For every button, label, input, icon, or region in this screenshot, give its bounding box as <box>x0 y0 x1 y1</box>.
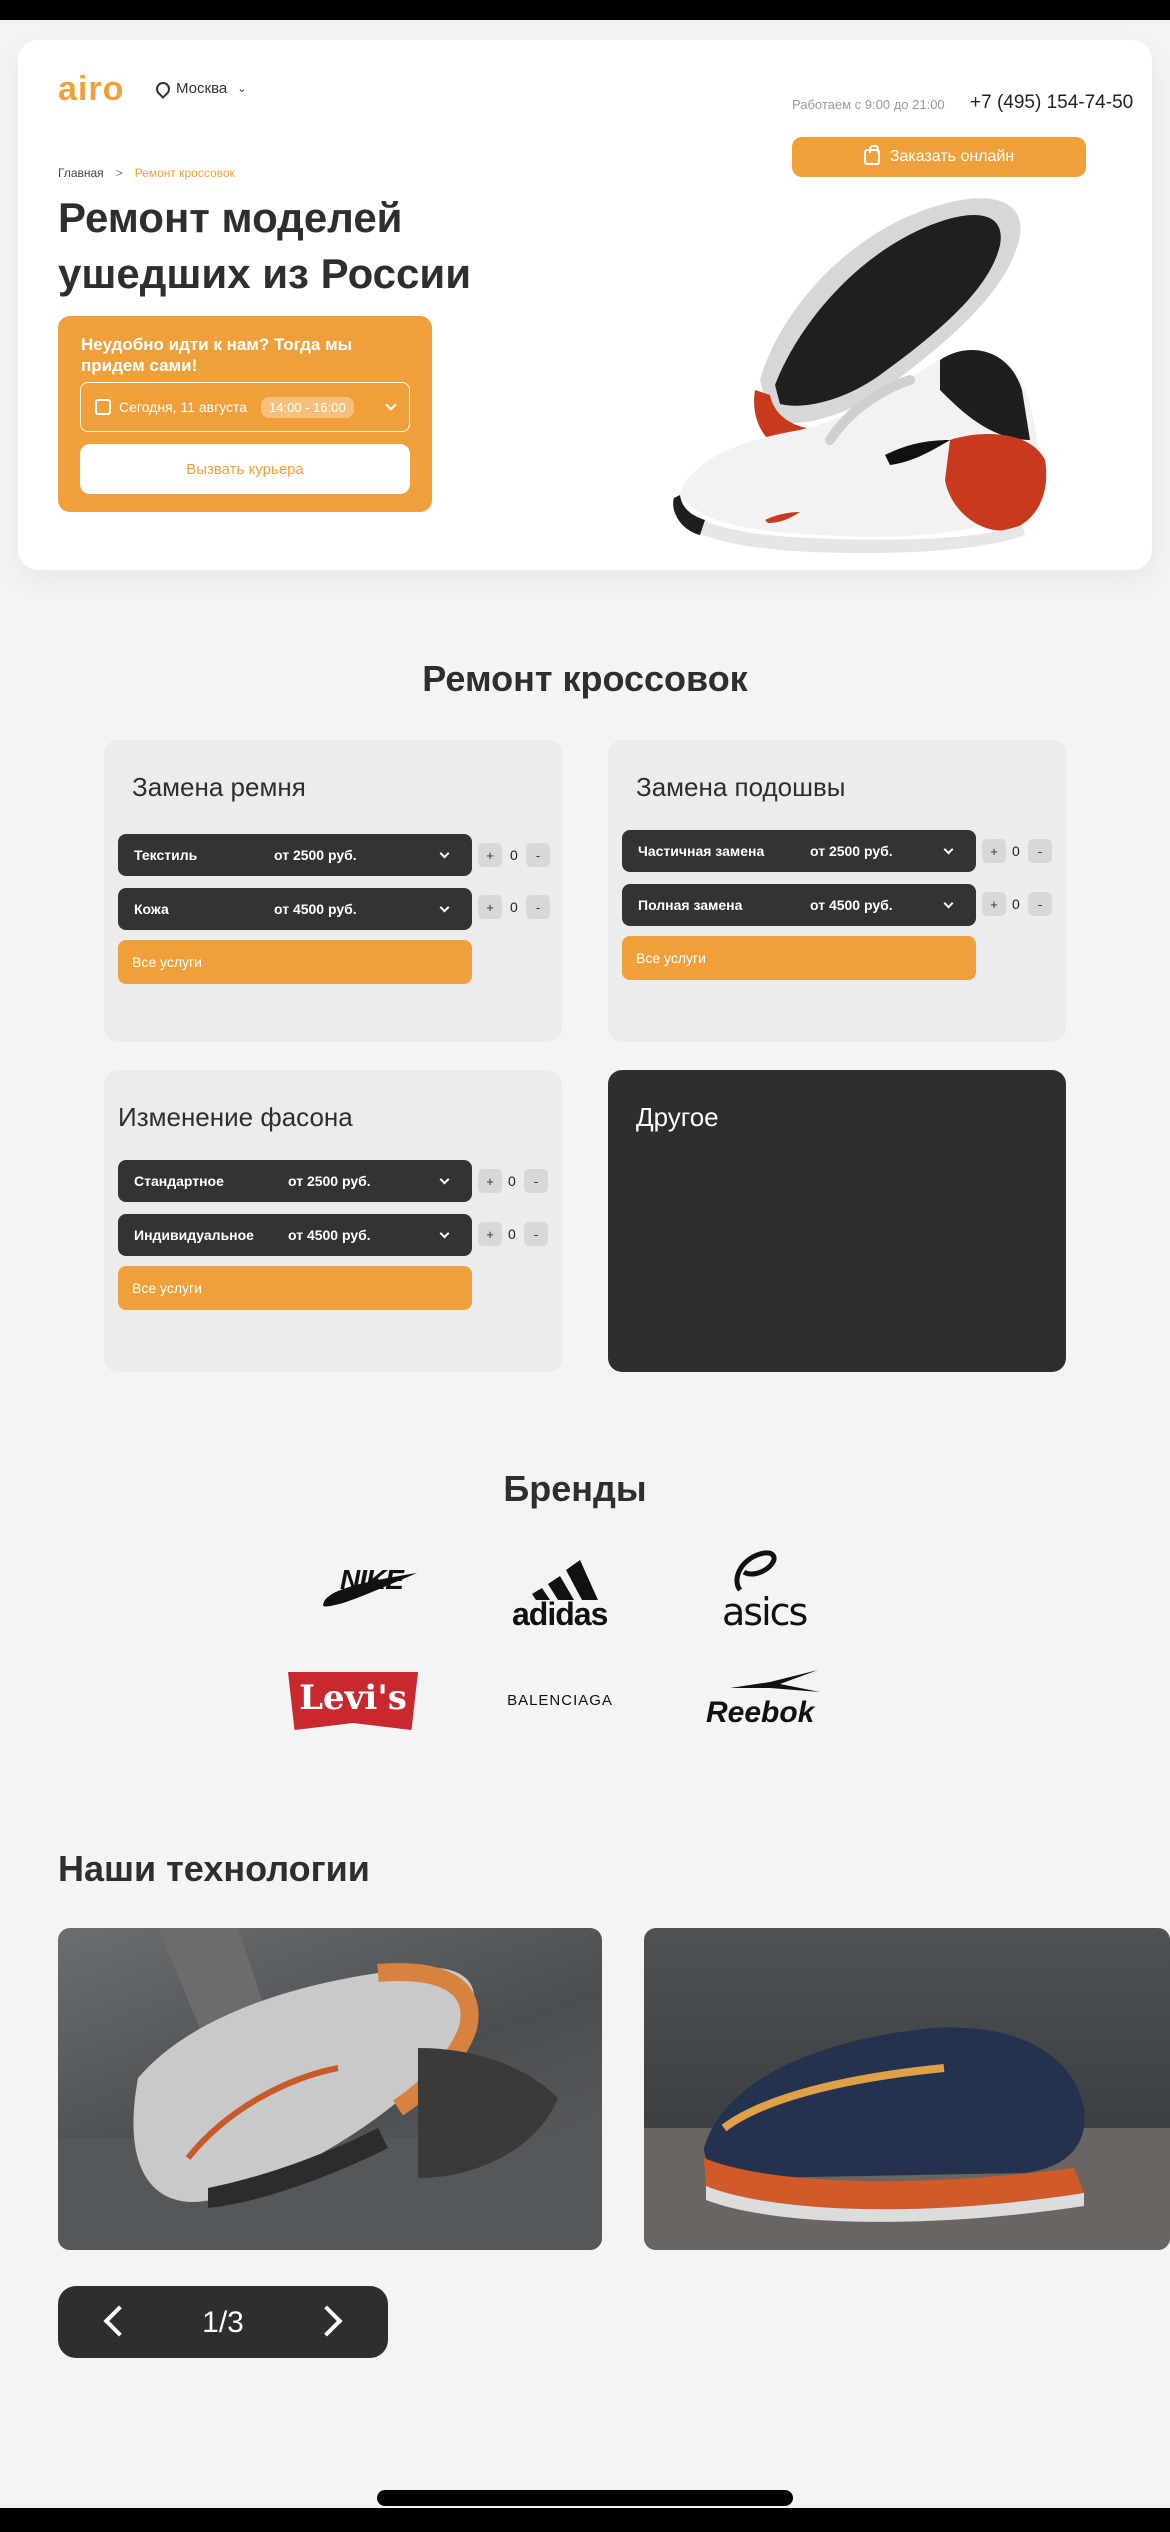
service-option-select[interactable] <box>118 1160 472 1202</box>
brand-logo-adidas[interactable] <box>500 1550 630 1630</box>
increment-button[interactable]: + <box>478 1222 502 1246</box>
status-bar <box>0 0 1170 20</box>
chevron-down-icon <box>440 1175 450 1185</box>
chevron-down-icon <box>440 849 450 859</box>
decrement-button[interactable]: - <box>1028 839 1052 863</box>
brand-logo-nike[interactable] <box>310 1550 430 1620</box>
increment-button[interactable]: + <box>478 1169 502 1193</box>
option-price: от 2500 руб. <box>274 847 357 863</box>
option-price: от 4500 руб. <box>274 901 357 917</box>
increment-button[interactable]: + <box>982 839 1006 863</box>
pager-counter: 1/3 <box>202 2306 244 2339</box>
option-name: Частичная замена <box>638 843 765 859</box>
calendar-icon <box>95 399 111 415</box>
service-option-select[interactable] <box>118 834 472 876</box>
quantity-value: 0 <box>510 899 518 915</box>
increment-button[interactable]: + <box>478 843 502 867</box>
decrement-button[interactable]: - <box>524 1222 548 1246</box>
quantity-value: 0 <box>508 1173 516 1189</box>
quantity-value: 0 <box>510 847 518 863</box>
order-online-label: Заказать онлайн <box>889 148 1015 165</box>
page-title-line2: ушедших из России <box>58 250 472 297</box>
brand-name: Levi's <box>299 1678 407 1718</box>
brand-name: adidas <box>512 1596 608 1632</box>
breadcrumb-separator: > <box>115 166 123 180</box>
chevron-down-icon: ⌄ <box>237 83 247 95</box>
home-indicator <box>377 2490 793 2506</box>
time-slot-badge: 14:00 - 16:00 <box>261 397 354 418</box>
carousel-pager <box>58 2286 388 2358</box>
option-name: Кожа <box>134 901 169 917</box>
chevron-down-icon <box>440 1229 450 1239</box>
location-pin-icon <box>153 79 173 99</box>
option-price: от 4500 руб. <box>288 1227 371 1243</box>
decrement-button[interactable]: - <box>524 1169 548 1193</box>
chevron-down-icon <box>385 399 396 410</box>
courier-panel <box>58 316 432 512</box>
date-time-select[interactable] <box>80 382 410 432</box>
option-price: от 2500 руб. <box>288 1173 371 1189</box>
quantity-value: 0 <box>508 1226 516 1242</box>
increment-button[interactable]: + <box>982 892 1006 916</box>
brand-logo-balenciaga[interactable] <box>490 1685 630 1715</box>
tech-photo-1[interactable] <box>58 1928 602 2250</box>
chevron-down-icon <box>440 903 450 913</box>
brand-name: NIKE <box>340 1564 403 1595</box>
all-services-button[interactable]: Все услуги <box>118 940 472 984</box>
date-label: Сегодня, 11 августа <box>119 399 248 415</box>
shopping-bag-icon <box>864 149 880 165</box>
brands-section-title: Бренды <box>503 1468 647 1509</box>
service-option-select[interactable] <box>622 830 976 872</box>
reebok-vector-icon <box>730 1668 820 1694</box>
brand-name: BALENCIAGA <box>507 1691 613 1709</box>
page-title <box>58 190 528 302</box>
decrement-button[interactable]: - <box>526 895 550 919</box>
tech-photo-2[interactable] <box>644 1928 1170 2250</box>
option-price: от 4500 руб. <box>810 897 893 913</box>
order-online-button[interactable] <box>792 137 1086 177</box>
city-selector[interactable] <box>156 80 246 97</box>
quantity-value: 0 <box>1012 896 1020 912</box>
service-option-select[interactable] <box>118 1214 472 1256</box>
adidas-stripes-icon <box>528 1554 598 1600</box>
logo[interactable]: airo <box>58 70 125 108</box>
service-card-title: Другое <box>636 1102 719 1132</box>
page-title-line1: Ремонт моделей <box>58 194 403 241</box>
option-name: Стандартное <box>134 1173 224 1189</box>
tech-section-title: Наши технологии <box>58 1848 370 1889</box>
breadcrumb <box>58 166 235 180</box>
option-name: Текстиль <box>134 847 198 863</box>
quantity-value: 0 <box>1012 843 1020 859</box>
brand-name: Reebok <box>706 1696 815 1729</box>
work-hours: Работаем с 9:00 до 21:00 <box>792 97 945 112</box>
chevron-down-icon <box>944 899 954 909</box>
option-price: от 2500 руб. <box>810 843 893 859</box>
service-card-title: Замена ремня <box>132 772 306 802</box>
service-card-title: Замена подошвы <box>636 772 846 802</box>
repair-section-title: Ремонт кроссовок <box>422 658 748 699</box>
decrement-button[interactable]: - <box>1028 892 1052 916</box>
service-card-title: Изменение фасона <box>118 1102 353 1132</box>
asics-swirl-icon <box>730 1550 780 1594</box>
increment-button[interactable]: + <box>478 895 502 919</box>
decrement-button[interactable]: - <box>526 843 550 867</box>
breadcrumb-current: Ремонт кроссовок <box>134 166 235 180</box>
running-shoe-image <box>58 1928 602 2250</box>
chevron-down-icon <box>944 845 954 855</box>
option-name: Индивидуальное <box>134 1227 254 1243</box>
all-services-button[interactable]: Все услуги <box>622 936 976 980</box>
breadcrumb-home[interactable]: Главная <box>58 166 104 180</box>
brand-logo-reebok[interactable] <box>700 1668 840 1738</box>
courier-text: Неудобно идти к нам? Тогда мы придем сами! <box>81 335 353 375</box>
option-name: Полная замена <box>638 897 743 913</box>
city-label: Москва <box>176 80 228 97</box>
running-shoe-image <box>644 1928 1170 2250</box>
call-courier-button[interactable]: Вызвать курьера <box>80 444 410 494</box>
service-option-select[interactable] <box>622 884 976 926</box>
all-services-button[interactable]: Все услуги <box>118 1266 472 1310</box>
phone-link[interactable]: +7 (495) 154-74-50 <box>970 92 1134 113</box>
brand-logo-levis[interactable] <box>288 1672 418 1732</box>
brand-logo-asics[interactable] <box>700 1550 810 1640</box>
service-option-select[interactable] <box>118 888 472 930</box>
bottom-bar <box>0 2508 1170 2532</box>
sneaker-image <box>650 190 1070 580</box>
brand-name: asics <box>722 1590 807 1634</box>
